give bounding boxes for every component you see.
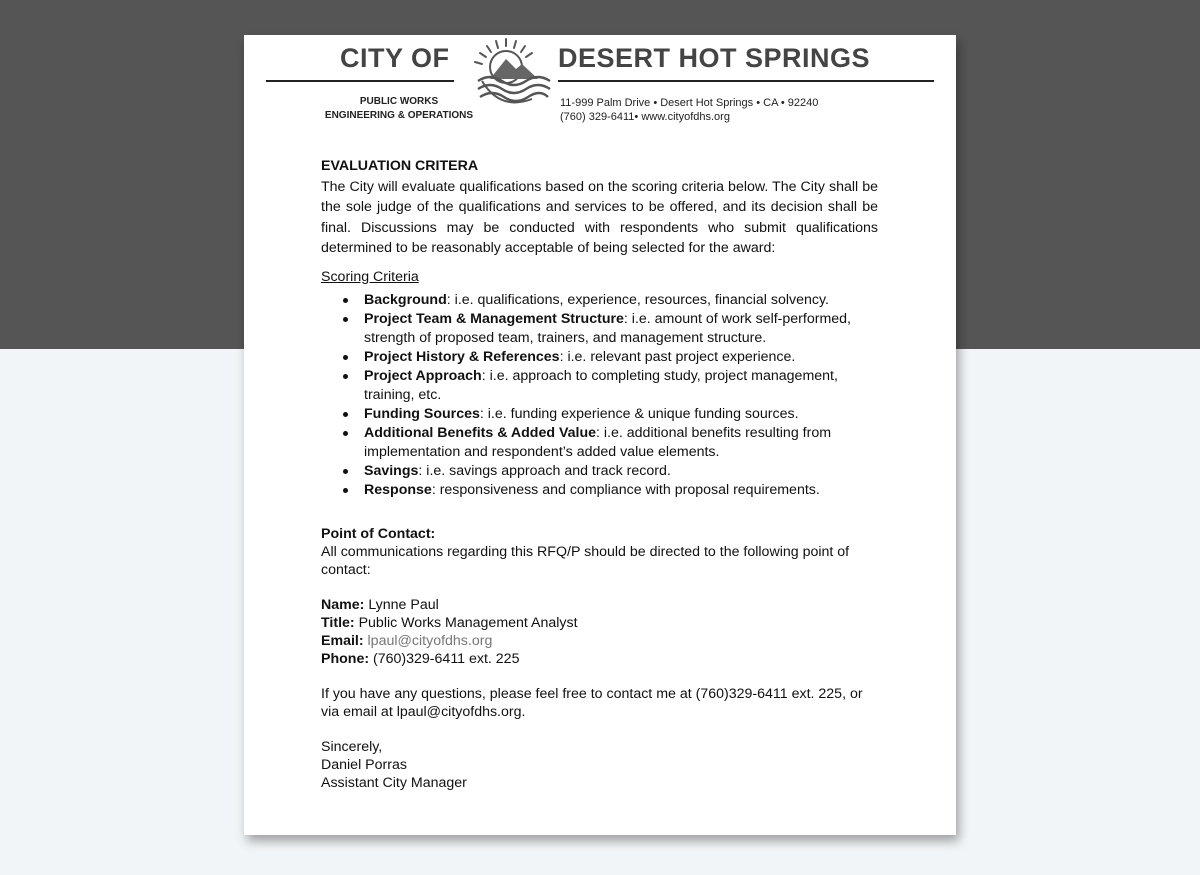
signature-block [321, 738, 878, 792]
signature-salutation: Sincerely, [321, 739, 383, 755]
criteria-text: : i.e. approach to completing study, project management, training, etc. [364, 368, 838, 403]
letterhead-city-of: CITY OF [340, 43, 450, 73]
evaluation-heading: EVALUATION CRITERA [321, 158, 479, 174]
list-item [364, 367, 878, 405]
evaluation-paragraph: The City will evaluate qualifications based on the scoring criteria below. The City shall be the sole judge of the qualifications and services to be offered, and its decision shall be final. Discussions may be conducted with respondents who submit qualifications determined to be reasonably acceptable of being selected for the award: [321, 178, 878, 256]
criteria-text: : i.e. additional benefits resulting from implementation and respondent’s added value elements. [364, 425, 832, 460]
document-body [321, 156, 878, 792]
list-item [364, 310, 878, 348]
contact-intro: All communications regarding this RFQ/P should be directed to the following point of contact: [321, 544, 850, 578]
criteria-term: Additional Benefits & Added Value [364, 425, 597, 441]
list-item [364, 481, 878, 500]
list-item [364, 348, 878, 367]
point-of-contact-heading: Point of Contact: [321, 526, 436, 542]
contact-email-label: Email: [321, 633, 364, 649]
scoring-criteria-label: Scoring Criteria [321, 268, 419, 285]
list-item [364, 462, 878, 481]
criteria-term: Project Team & Management Structure [364, 311, 624, 327]
contact-phone-row [321, 650, 878, 668]
letterhead-department [304, 95, 494, 123]
contact-phone-label: Phone: [321, 651, 370, 667]
signature-position: Assistant City Manager [321, 775, 467, 791]
contact-title-row [321, 614, 878, 632]
criteria-text: : i.e. funding experience & unique funding sources. [479, 406, 799, 422]
criteria-text: : i.e. amount of work self-performed, strength of proposed team, trainers, and management structure. [364, 311, 851, 346]
list-item [364, 405, 878, 424]
contact-email-row [321, 632, 878, 650]
address-line-2: (760) 329-6411• www.cityofdhs.org [560, 111, 730, 123]
contact-email-link[interactable]: lpaul@cityofdhs.org [367, 633, 493, 649]
address-line-1: 11-999 Palm Drive • Desert Hot Springs • CA • 92240 [560, 97, 819, 109]
list-item [364, 291, 878, 310]
criteria-term: Response [364, 482, 432, 498]
criteria-term: Background [364, 292, 447, 308]
letterhead-desert-hot-springs: DESERT HOT SPRINGS [558, 43, 871, 73]
contact-phone-value: (760)329-6411 ext. 225 [369, 651, 520, 667]
letterhead-rule-left [266, 80, 454, 82]
contact-name-row [321, 596, 878, 614]
criteria-term: Savings [364, 463, 419, 479]
criteria-term: Project History & References [364, 349, 560, 365]
criteria-text: : i.e. relevant past project experience. [559, 349, 796, 365]
document-page [244, 35, 956, 835]
signature-name: Daniel Porras [321, 757, 407, 773]
letterhead-address [560, 96, 818, 124]
criteria-list [321, 291, 878, 500]
criteria-text: : responsiveness and compliance with proposal requirements. [431, 482, 820, 498]
closing-paragraph: If you have any questions, please feel free to contact me at (760)329-6411 ext. 225, or via email at lpaul@cityofdhs.org. [321, 686, 863, 720]
dept-line-2: ENGINEERING & OPERATIONS [324, 110, 474, 121]
criteria-term: Project Approach [364, 368, 482, 384]
contact-name-label: Name: [321, 597, 365, 613]
criteria-term: Funding Sources [364, 406, 480, 422]
contact-title-value: Public Works Management Analyst [354, 615, 578, 631]
dept-line-1: PUBLIC WORKS [359, 96, 439, 107]
contact-name-value: Lynne Paul [364, 597, 439, 613]
list-item [364, 424, 878, 462]
criteria-text: : i.e. savings approach and track record. [418, 463, 671, 479]
point-of-contact-section [321, 525, 878, 792]
contact-title-label: Title: [321, 615, 355, 631]
criteria-text: : i.e. qualifications, experience, resources, financial solvency. [446, 292, 829, 308]
letterhead-rule-right [558, 80, 934, 82]
